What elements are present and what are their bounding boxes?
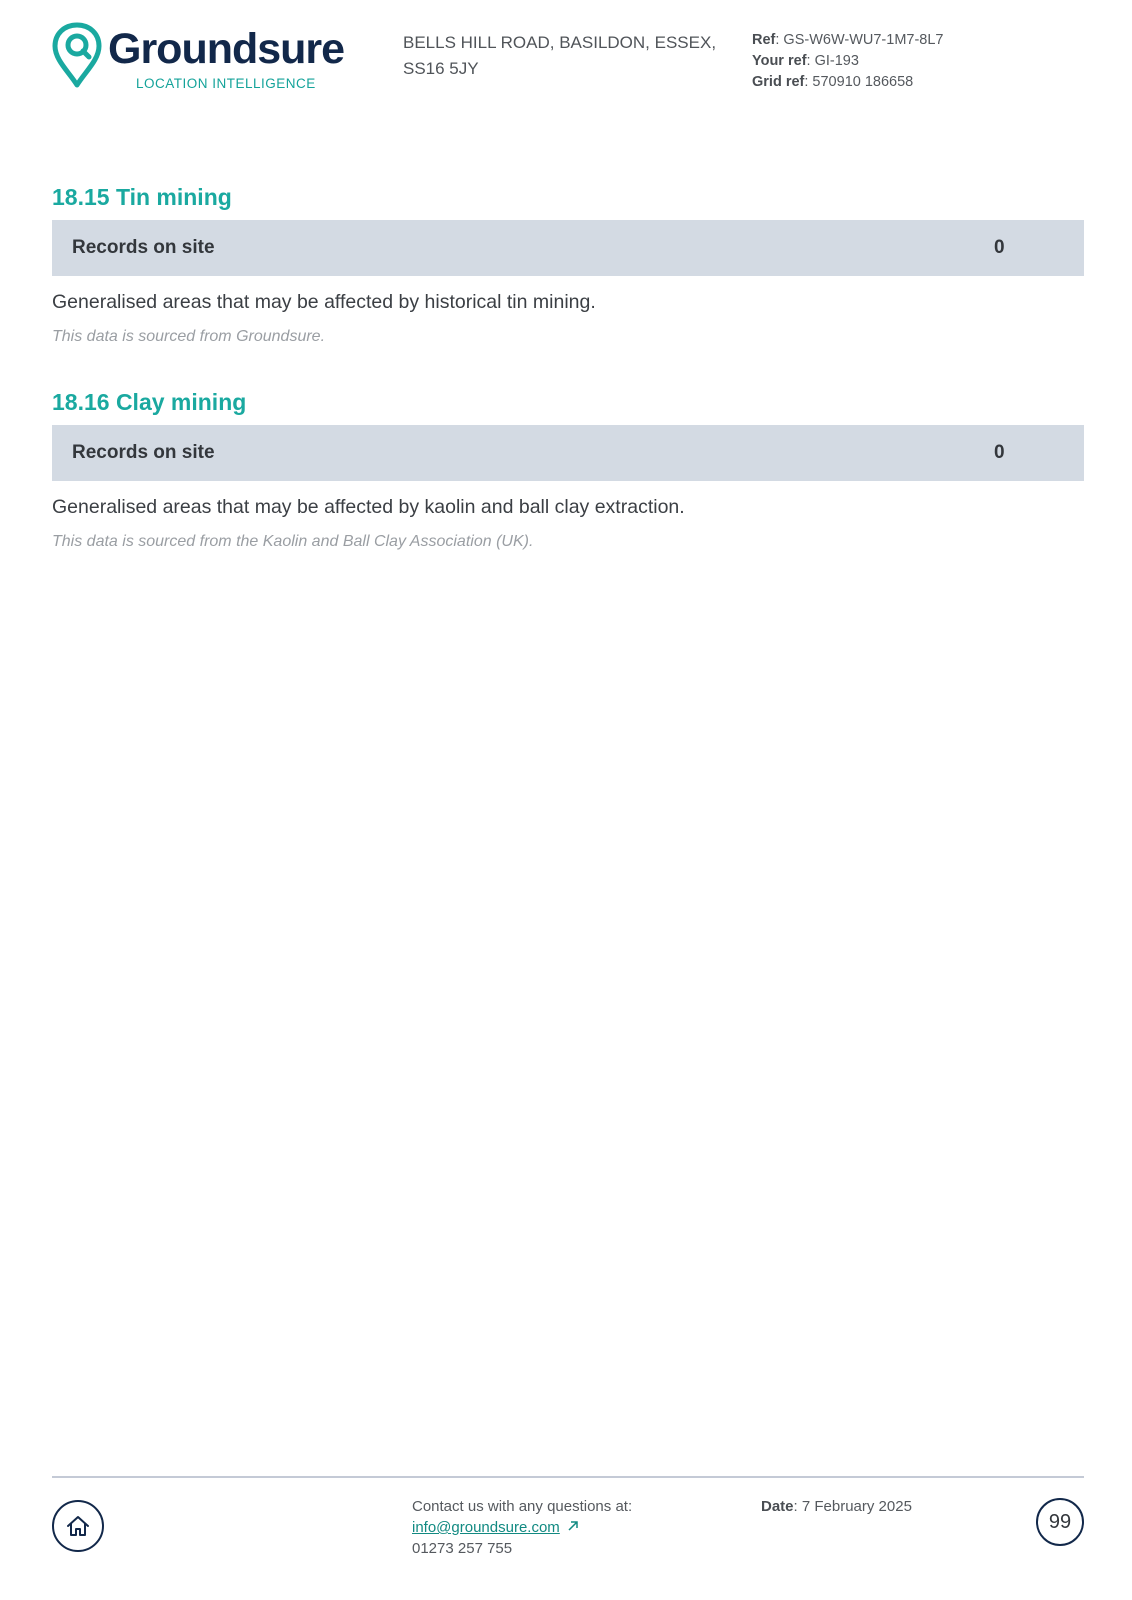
report-date [761,1496,912,1517]
records-label: Records on site [72,442,215,463]
section-title-clay-mining: 18.16 Clay mining [52,389,247,415]
logo-tagline: LOCATION INTELLIGENCE [136,76,316,91]
grid-ref-value: : 570910 186658 [804,74,914,90]
records-bar-tin-mining [52,220,1084,276]
external-link-icon [567,1520,579,1532]
grid-ref-label: Grid ref [752,74,805,90]
data-source-tin-mining: This data is sourced from Groundsure. [52,328,326,345]
data-source-clay-mining: This data is sourced from the Kaolin and Ball Clay Association (UK). [52,533,534,550]
grid-ref-row [752,72,944,93]
records-bar-clay-mining [52,425,1084,481]
contact-block [412,1496,632,1559]
page-number: 99 [1036,1498,1084,1546]
ref-value: : GS-W6W-WU7-1M7-8L7 [775,32,944,48]
ref-label: Ref [752,32,776,48]
date-value: : 7 February 2025 [793,1498,912,1515]
groundsure-logo [52,22,352,94]
date-label: Date [761,1498,794,1515]
home-icon [65,1513,91,1539]
location-pin-icon [52,22,102,88]
records-count: 0 [994,237,1005,258]
section-description-clay-mining: Generalised areas that may be affected by kaolin and ball clay extraction. [52,496,685,518]
records-count: 0 [994,442,1005,463]
section-description-tin-mining: Generalised areas that may be affected by historical tin mining. [52,291,596,313]
section-title-tin-mining: 18.15 Tin mining [52,184,232,210]
address-line-2: SS16 5JY [403,59,479,78]
email-link[interactable]: info@groundsure.com [412,1519,560,1536]
your-ref-row [752,51,944,72]
records-label: Records on site [72,237,215,258]
your-ref-label: Your ref [752,53,807,69]
logo-wordmark: Groundsure [108,25,345,73]
address-line-1: BELLS HILL ROAD, BASILDON, ESSEX, [403,33,717,52]
reference-block [752,30,944,93]
ref-row [752,30,944,51]
site-address [403,30,723,82]
home-button[interactable] [52,1500,104,1552]
contact-text: Contact us with any questions at: [412,1498,633,1515]
footer-divider [52,1476,1084,1478]
your-ref-value: : GI-193 [806,53,859,69]
phone-number: 01273 257 755 [412,1540,513,1557]
email-row [412,1517,632,1538]
